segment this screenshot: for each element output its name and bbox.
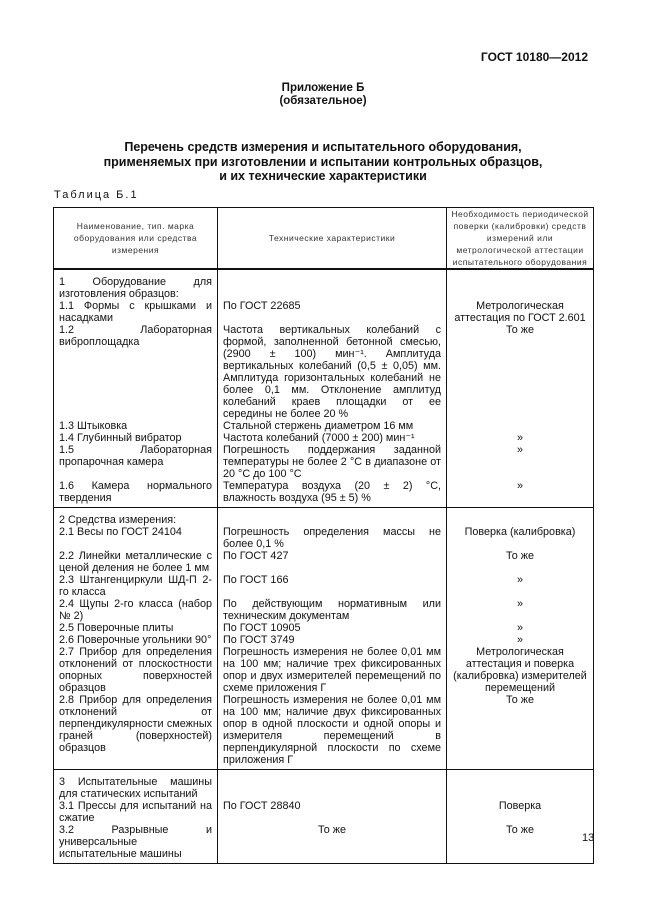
verification-cell: » <box>447 622 594 634</box>
verification-cell: То же <box>447 324 594 420</box>
verification-cell <box>447 508 594 527</box>
annex-title: Приложение Б <box>281 82 365 94</box>
title-line: Перечень средств измерения и испытательного оборудования, <box>124 140 522 154</box>
table-row <box>54 550 594 574</box>
equipment-name-cell: 2.1 Весы по ГОСТ 24104 <box>54 526 218 550</box>
equipment-name-cell: 1.5 Лабораторная пропарочная камера <box>54 444 218 480</box>
table-row <box>54 694 594 770</box>
equipment-name-cell: 2.6 Поверочные угольники 90° <box>54 634 218 646</box>
spec-cell: Погрешность поддержания заданной температуры не более 2 °С в диапазоне от 20 °С до 100 °С <box>218 444 447 480</box>
spec-cell: Частота вертикальных колебаний с формой, заполненной бетонной смесью, (2900 ± 100) мин⁻¹. Амплитуда вертикальных колебаний (0,5 ± 0,05) мм. Амплитуда горизонтальных колебаний не более 0,1 мм. Отклонение амплитуд колебаний краев площадки от ее середины не более 20 % <box>218 324 447 420</box>
verification-cell <box>447 770 594 801</box>
table-row <box>54 508 594 527</box>
table-row <box>54 800 594 824</box>
spec-cell: По действующим нормативным или техническим документам <box>218 598 447 622</box>
table-row <box>54 646 594 694</box>
spec-cell <box>218 508 447 527</box>
table-row <box>54 824 594 864</box>
table-row <box>54 324 594 420</box>
equipment-name-cell: 1.6 Камера нормального твердения <box>54 480 218 508</box>
verification-cell: » <box>447 598 594 622</box>
table-row <box>54 432 594 444</box>
spec-cell <box>218 770 447 801</box>
verification-cell: Метрологическая аттестация и поверка (калибровка) измерителей перемещений <box>447 646 594 694</box>
spec-cell: Стальной стержень диаметром 16 мм <box>218 420 447 432</box>
spec-cell: Температура воздуха (20 ± 2) °С, влажность воздуха (95 ± 5) % <box>218 480 447 508</box>
equipment-name-cell: 2 Средства измерения: <box>54 508 218 527</box>
equipment-name-cell: 3 Испытательные машины для статических испытаний <box>54 770 218 801</box>
equipment-name-cell: 2.5 Поверочные плиты <box>54 622 218 634</box>
verification-cell: » <box>447 480 594 508</box>
spec-cell: По ГОСТ 166 <box>218 574 447 598</box>
annex-status: (обязательное) <box>279 95 367 107</box>
table-row <box>54 526 594 550</box>
equipment-name-cell: 2.4 Щупы 2-го класса (набор № 2) <box>54 598 218 622</box>
page-number: 13 <box>582 832 595 844</box>
verification-cell: Метрологическая аттестация по ГОСТ 2.601 <box>447 300 594 324</box>
equipment-name-cell: 1.4 Глубинный вибратор <box>54 432 218 444</box>
equipment-name-cell: 2.8 Прибор для определения отклонений от перпендикулярности смежных граней (поверхностей) образцов <box>54 694 218 770</box>
table-row <box>54 634 594 646</box>
spec-cell: То же <box>218 824 447 864</box>
title-line: применяемых при изготовлении и испытании контрольных образцов, <box>103 154 543 169</box>
verification-cell: Поверка <box>447 800 594 824</box>
equipment-name-cell: 1.1 Формы с крышками и насадками <box>54 300 218 324</box>
spec-cell: По ГОСТ 10905 <box>218 622 447 634</box>
verification-cell: То же <box>447 824 594 864</box>
table-header-row <box>54 208 594 270</box>
spec-cell: По ГОСТ 427 <box>218 550 447 574</box>
column-header-verification: Необходимость периодической поверки (калибровки) средств измерений или метрологической аттестации испытательного оборудования <box>447 208 594 270</box>
section-title <box>0 140 646 184</box>
verification-cell: То же <box>447 694 594 770</box>
spec-cell: По ГОСТ 28840 <box>218 800 447 824</box>
column-header-name: Наименование, тип. марка оборудования или средства измерения <box>54 208 218 270</box>
table-row <box>54 480 594 508</box>
equipment-name-cell: 2.2 Линейки металлические с ценой деления не более 1 мм <box>54 550 218 574</box>
verification-cell: » <box>447 574 594 598</box>
table-row <box>54 420 594 432</box>
annex-heading <box>0 82 646 108</box>
equipment-name-cell: 2.7 Прибор для определения отклонений от плоскостности опорных поверхностей образцов <box>54 646 218 694</box>
verification-cell: » <box>447 634 594 646</box>
spec-cell: По ГОСТ 22685 <box>218 300 447 324</box>
verification-cell: То же <box>447 550 594 574</box>
equipment-name-cell: 3.2 Разрывные и универсальные испытательные машины <box>54 824 218 864</box>
table-row <box>54 770 594 801</box>
document-code: ГОСТ 10180—2012 <box>480 50 588 64</box>
title-line: и их технические характеристики <box>219 169 427 183</box>
table-row <box>54 622 594 634</box>
spec-cell: Погрешность измерения не более 0,01 мм на 100 мм; наличие двух фиксированных опор в одной плоскости и одной опоры и измерителя перемещений в перпендикулярной плоскости по схеме приложения Г <box>218 694 447 770</box>
column-header-spec: Технические характеристики <box>218 208 447 270</box>
spec-cell: Частота колебаний (7000 ± 200) мин⁻¹ <box>218 432 447 444</box>
equipment-name-cell: 3.1 Прессы для испытаний на сжатие <box>54 800 218 824</box>
spec-cell <box>218 269 447 300</box>
verification-cell <box>447 269 594 300</box>
verification-cell <box>447 420 594 432</box>
table-caption: Таблица Б.1 <box>54 189 139 201</box>
spec-cell: По ГОСТ 3749 <box>218 634 447 646</box>
table-row <box>54 444 594 480</box>
verification-cell: » <box>447 444 594 480</box>
equipment-name-cell: 1 Оборудование для изготовления образцов: <box>54 269 218 300</box>
table-row <box>54 269 594 300</box>
spec-cell: Погрешность измерения не более 0,01 мм на 100 мм; наличие трех фиксированных опор и двух измерителей перемещений по схеме приложения Г <box>218 646 447 694</box>
equipment-name-cell: 2.3 Штангенциркули ШД-П 2-го класса <box>54 574 218 598</box>
verification-cell: » <box>447 432 594 444</box>
equipment-name-cell: 1.3 Штыковка <box>54 420 218 432</box>
table-row <box>54 574 594 598</box>
equipment-name-cell: 1.2 Лабораторная виброплощадка <box>54 324 218 420</box>
table-row <box>54 598 594 622</box>
verification-cell: Поверка (калибровка) <box>447 526 594 550</box>
equipment-table <box>53 207 594 864</box>
table-row <box>54 300 594 324</box>
spec-cell: Погрешность определения массы не более 0,1 % <box>218 526 447 550</box>
